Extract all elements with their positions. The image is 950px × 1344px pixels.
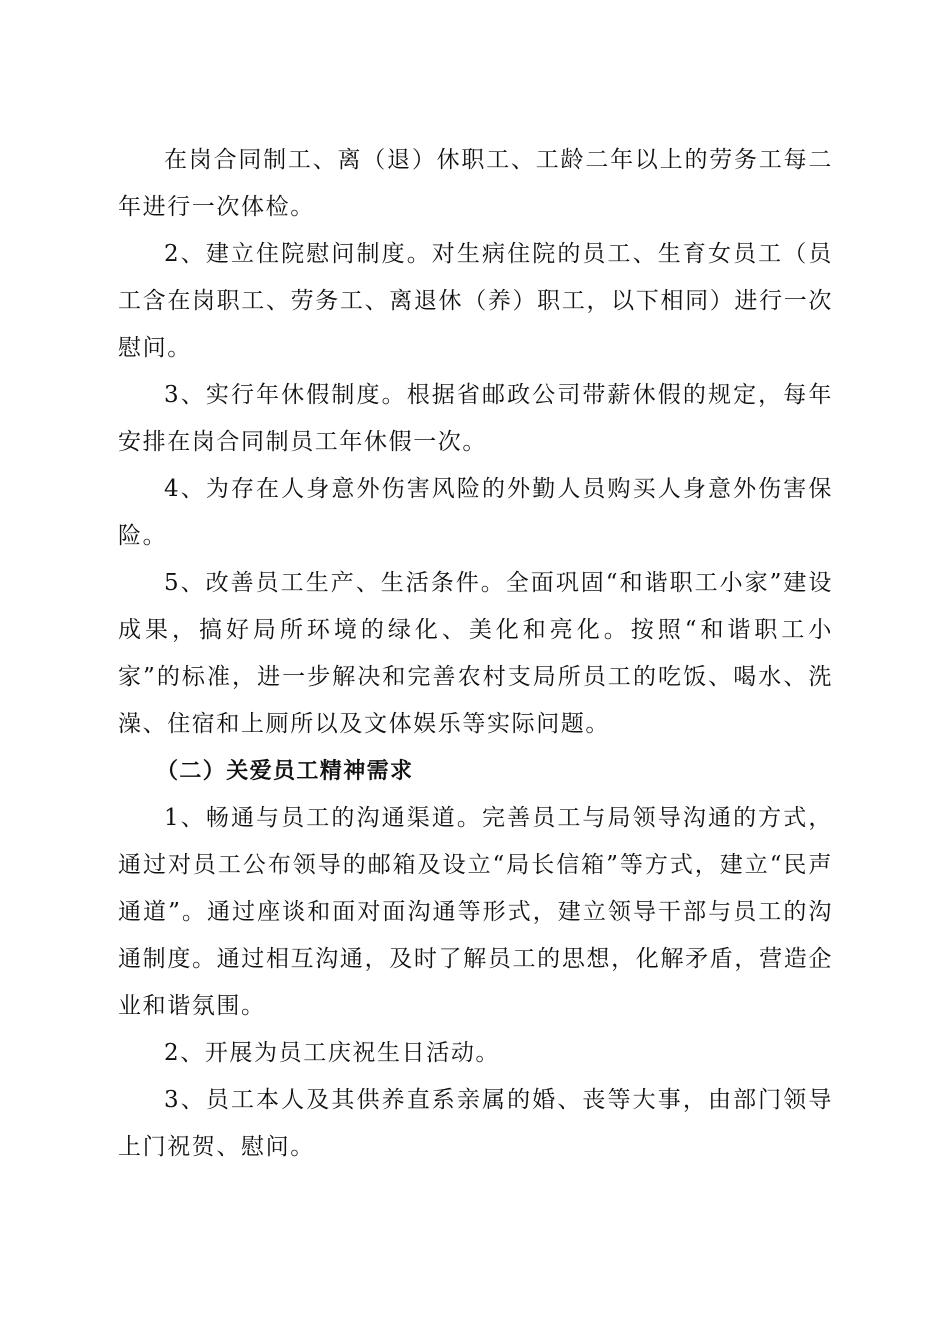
- paragraph-health-check: 在岗合同制工、离（退）休职工、工龄二年以上的劳务工每二年进行一次体检。: [118, 147, 833, 220]
- document-body: [118, 137, 833, 1171]
- paragraph-family-events: 3、员工本人及其供养直系亲属的婚、丧等大事，由部门领导上门祝贺、慰问。: [118, 1087, 833, 1160]
- paragraph-annual-leave: 3、实行年休假制度。根据省邮政公司带薪休假的规定，每年安排在岗合同制员工年休假一次。: [118, 382, 833, 455]
- section-heading: （二）关爱员工精神需求: [156, 759, 414, 784]
- paragraph-communication: 1、畅通与员工的沟通渠道。完善员工与局领导沟通的方式，通过对员工公布领导的邮箱及设立“局长信箱”等方式，建立“民声通道”。通过座谈和面对面沟通等形式，建立领导干部与员工的沟通制度。通过相互沟通，及时了解员工的思想，化解矛盾，营造企业和谐氛围。: [118, 805, 833, 1019]
- paragraph-living-conditions: 5、改善员工生产、生活条件。全面巩固“和谐职工小家”建设成果，搞好局所环境的绿化、美化和亮化。按照“和谐职工小家”的标准，进一步解决和完善农村支局所员工的吃饭、喝水、洗澡、住宿和上厕所以及文体娱乐等实际问题。: [118, 570, 833, 737]
- paragraph-hospital-visit: 2、建立住院慰问制度。对生病住院的员工、生育女员工（员工含在岗职工、劳务工、离退休（养）职工，以下相同）进行一次慰问。: [118, 241, 833, 361]
- paragraph-accident-insurance: 4、为存在人身意外伤害风险的外勤人员购买人身意外伤害保险。: [118, 476, 833, 549]
- paragraph-birthday: 2、开展为员工庆祝生日活动。: [164, 1040, 501, 1066]
